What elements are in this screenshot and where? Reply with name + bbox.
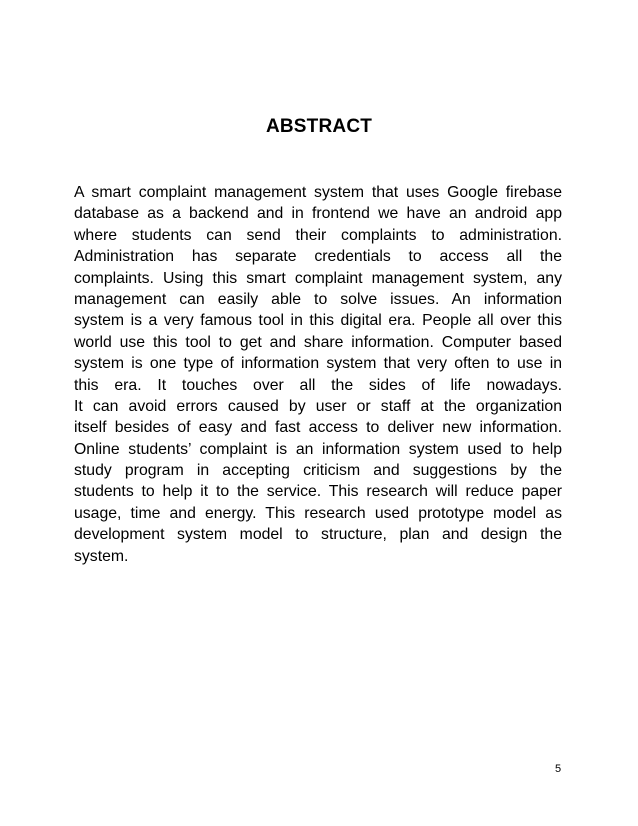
abstract-line: A smart complaint management system that uses Google firebase	[74, 184, 562, 201]
abstract-line: students to help it to the service. This research will reduce paper	[74, 483, 562, 501]
abstract-line: system is one type of information system that very often to use in	[74, 355, 562, 373]
abstract-line: It can avoid errors caused by user or staff at the organization	[74, 397, 562, 415]
abstract-line: management can easily able to solve issues. An information	[74, 290, 562, 308]
abstract-line: complaints. Using this smart complaint management system, any	[74, 269, 562, 287]
abstract-line: Online students’ complaint is an information system used to help	[74, 440, 562, 458]
page-number: 5	[554, 763, 562, 775]
abstract-body	[74, 182, 562, 567]
abstract-heading: ABSTRACT	[265, 116, 373, 137]
abstract-line: where students can send their complaints to administration.	[74, 226, 562, 244]
abstract-line: database as a backend and in frontend we have an android app	[74, 205, 562, 223]
abstract-line: this era. It touches over all the sides of life nowadays.	[74, 376, 562, 394]
abstract-line: system.	[74, 547, 129, 565]
abstract-line: Administration has separate credentials to access all the	[74, 248, 562, 266]
abstract-line: itself besides of easy and fast access to deliver new information.	[74, 419, 562, 437]
abstract-line: world use this tool to get and share information. Computer based	[74, 333, 562, 351]
abstract-line: study program in accepting criticism and suggestions by the	[74, 462, 562, 480]
abstract-line: system is a very famous tool in this digital era. People all over this	[74, 312, 562, 330]
abstract-line: development system model to structure, plan and design the	[74, 526, 562, 544]
abstract-line: usage, time and energy. This research used prototype model as	[74, 504, 562, 522]
